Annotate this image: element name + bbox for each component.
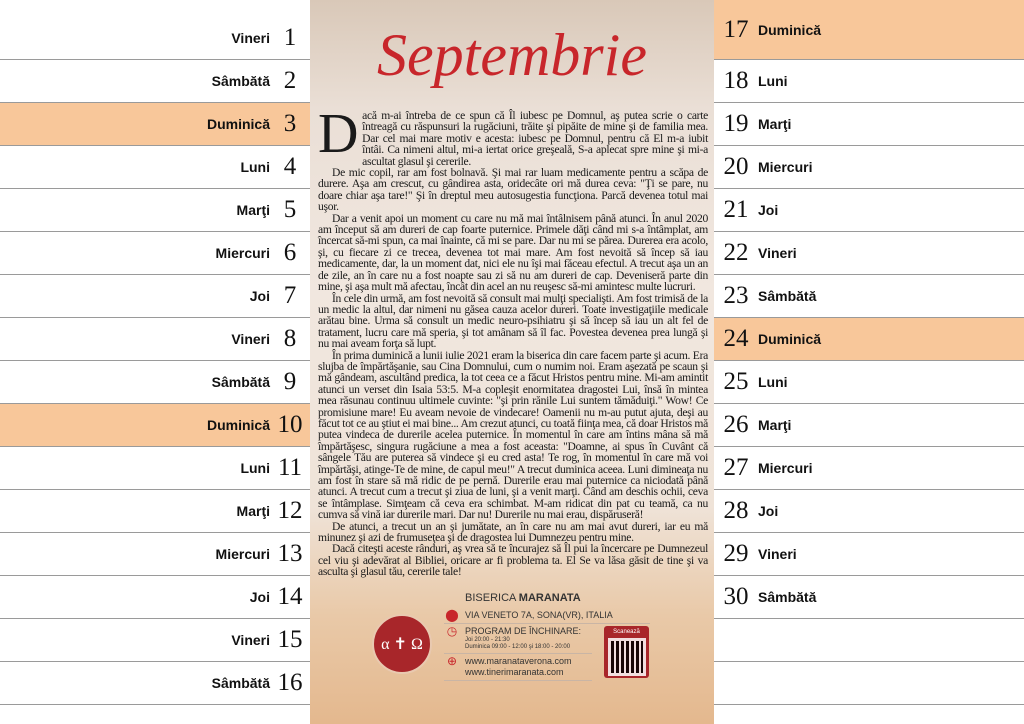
day-row	[0, 490, 310, 533]
day-name: Sâmbătă	[211, 675, 270, 691]
day-name: Miercuri	[215, 245, 270, 261]
day-number: 15	[277, 626, 303, 653]
day-name: Vineri	[231, 632, 270, 648]
day-number: 2	[283, 67, 297, 94]
day-number: 20	[723, 153, 749, 180]
day-number: 28	[723, 497, 749, 524]
day-number: 18	[723, 67, 749, 94]
day-row	[714, 189, 1024, 232]
day-number: 22	[723, 239, 749, 266]
website-link[interactable]: www.tinerimaranata.com	[465, 667, 564, 677]
day-name: Joi	[758, 503, 779, 519]
day-row	[714, 361, 1024, 404]
website-link[interactable]: www.maranataverona.com	[465, 656, 572, 666]
day-name: Miercuri	[758, 460, 813, 476]
day-row	[714, 533, 1024, 576]
day-row	[0, 103, 310, 146]
day-name: Marţi	[758, 116, 792, 132]
day-name: Miercuri	[215, 546, 270, 562]
day-name: Luni	[758, 73, 788, 89]
church-seal-logo: α ✝ Ω	[372, 614, 432, 674]
program-title: PROGRAM DE ÎNCHINARE:	[465, 626, 582, 636]
day-name: Joi	[758, 202, 779, 218]
day-name: Luni	[758, 374, 788, 390]
drop-cap: D	[318, 103, 359, 165]
left-day-column	[0, 0, 310, 724]
day-name: Vineri	[758, 245, 797, 261]
testimony-text: Dacă m-ai întreba de ce spun că Îl iubesc pe Domnul, aş putea scrie o carte întreagă cu răspunsuri la rugăciuni, trăite şi pipăite de mine şi de familia mea. Dar cel mai mare motiv e acesta: iubesc pe Domnul, pentru că El m-a iubit întâi. Ca nimeni altul, mi-a iertat orice greşeală, S-a aplecat spre mine şi mi-a ascultat glasul şi cererile. De mic copil, rar am fost bolnavă. Şi mai rar luam medicamente pentru a scăpa de durere. Aşa am crescut, cu gândirea asta, oridecâte ori mă durea ceva: "Ţi se pare, nu doare chiar aşa tare!" Şi în dreptul meu autosugestia funcţiona. Parcă devenea totul mai uşor. Dar a venit apoi un moment cu care nu mă mai întâlnisem până atunci. În anul 2020 am început să am dureri de cap foarte puternice. Primele dăţi când mi s-a întâmplat, am încercat să-mi spun, ca mai înainte, că mi se pare. Dar nu mi se părea. Durerea era acolo, şi, cu fiecare zi ce trecea, devenea tot mai mare. Am fost nevoită să încep să iau medicamente, dar, la un moment dat, nici ele nu îşi mai făceau efectul. A trecut aşa un an de zile, an în care nu a fost noapte sau zi să nu am dureri de cap. Deveniseră parte din mine, şi aşa mult mă afectau, încât din acel an nu reuşesc să-mi amintesc multe lucruri. În cele din urmă, am fost nevoită să consult mai mulţi specialişti. Am fost trimisă de la un medic la altul, dar nimeni nu găsea cauza acelor dureri. Toate investigaţiile medicale arătau bine. Urma să consult un medic neuro-psihiatru şi să încep să iau un alt fel de tratament, lucru care mă speria, şi tot amânam să îl fac. Povestea devenea prea lungă şi nu mai aveam forţa să lupt. În prima duminică a lunii iulie 2021 eram la biserica din care facem parte şi acum. Era slujba de împărtăşanie, sau Cina Domnului, cum o numim noi. Eram aşezată pe scaun şi mă gândeam, ascultând predica, la tot ceea ce a făcut Hristos pentru mine. Mi-am amintit atunci un verset din Isaia 53:5. M-a copleşit enormitatea dragostei Lui, însă în mintea mea răsunau continuu ultimele cuvinte: "şi prin rănile Lui suntem tămăduiţi." Wow! Ce promisiune mare! Eu aveam nevoie de vindecare! Oamenii nu m-au putut ajuta, deşi au făcut tot ce au ştiut ei mai bine... Am crezut atunci, cu toată fiinţa mea, că doar Hristos mă putea vindeca de durerile acelea puternice. În momentul în care am întins mâna să mă împărtăşesc, singura rugăciune a mea a fost aceasta: "Doamne, ai spus în Cuvânt că sângele Tău are puterea să vindece şi eu cred asta! Te rog, în momentul în care mă voi împărtăşi, atinge-Te de mine, de capul meu!" A trecut duminica aceea. Luni dimineaţa nu am fost în stare să mă ridic de pe pernă. Durerile erau mai puternice ca niciodată până atunci. A trecut cum a trecut şi ziua de luni, şi a venit marţi. Când am deschis ochii, ceva se întâmplase. Simţeam că ceva era schimbat. M-am ridicat din pat cu teamă, ca nu cumva să vină iar durerile mari. Dar nu! Durerile nu mai erau, dispăruseră! De atunci, a trecut un an şi jumătate, an în care nu am mai avut dureri, iar eu mă minunez şi azi de frumuseţea şi de dragostea lui Dumnezeu pentru mine. Dacă citeşti aceste rânduri, aş vrea să te încurajez să Îl pui la încercare pe Dumnezeul cel viu şi adevărat al Bibliei, oricare ar fi problema ta. El Se va lăsa găsit de tine şi va asculta şi glasul tău, cererile tale!	[318, 103, 708, 579]
paragraph: În prima duminică a lunii iulie 2021 eram la biserica din care facem parte şi acum. Era slujba de împărtăşanie, sau Cina Domnului, cum o numim noi. Eram aşezată pe scaun şi mă gândeam, ascultând predica, la tot ceea ce a făcut Hristos pentru mine. Mi-am amintit atunci un verset din Isaia 53:5. M-a copleşit enormitatea dragostei Lui, însă în mintea mea răsunau continuu ultimele cuvinte: "şi prin rănile Lui suntem tămăduiţi." Wow! Ce promisiune mare! Eu aveam nevoie de vindecare! Oamenii nu m-au putut ajuta, deşi au făcut tot ce au ştiut ei mai bine... Am crezut atunci, cu toată fiinţa mea, că doar Hristos mă putea vindeca de durerile acelea puternice. În momentul în care am întins mâna să mă împărtăşesc, singura rugăciune a mea a fost aceasta: "Doamne, ai spus în Cuvânt că sângele Tău are puterea să vindece şi eu cred asta! Te rog, în momentul în care mă voi împărtăşi, atinge-Te de mine, de capul meu!" A trecut duminica aceea. Luni dimineaţa nu am fost în stare să mă ridic de pe pernă. Durerile erau mai puternice ca niciodată până atunci. A trecut cum a trecut şi ziua de luni, şi a venit marţi. Când am deschis ochii, ceva se întâmplase. Simţeam că ceva era schimbat. M-am ridicat din pat cu teamă, ca nu cumva să vină iar durerile mari. Dar nu! Durerile nu mai erau, dispăruseră!	[318, 348, 708, 522]
day-number: 16	[277, 669, 303, 696]
day-number: 7	[283, 282, 297, 309]
church-name: BISERICA MARANATA	[465, 592, 581, 604]
day-number: 6	[283, 239, 297, 266]
paragraph: De mic copil, rar am fost bolnavă. Şi mai rar luam medicamente pentru a scăpa de durere. Aşa am crescut, cu gândirea asta, oridecâte ori mă durea ceva: "Ţi se pare, nu doare chiar aşa tare!" Şi în dreptul meu autosugestia funcţiona. Parcă devenea totul mai uşor.	[318, 166, 708, 214]
paragraph: De atunci, a trecut un an şi jumătate, an în care nu am mai avut dureri, iar eu mă minunez şi azi de frumuseţea şi de dragostea lui Dumnezeu pentru mine.	[318, 519, 708, 545]
day-row	[714, 60, 1024, 103]
day-number: 24	[723, 325, 749, 352]
day-name: Duminică	[206, 417, 270, 433]
day-row	[714, 447, 1024, 490]
paragraph: Dacă citeşti aceste rânduri, aş vrea să te încurajez să Îl pui la încercare pe Dumnezeul cel viu şi adevărat al Bibliei, oricare ar fi problema ta. El Se va lăsa găsit de tine şi va asculta şi glasul tău, cererile tale!	[318, 542, 708, 579]
day-name: Marţi	[236, 503, 270, 519]
qr-code[interactable]: Scanează	[604, 626, 649, 678]
day-number: 3	[283, 110, 297, 137]
day-row	[714, 146, 1024, 189]
paragraph: În cele din urmă, am fost nevoită să consult mai mulţi specialişti. Am fost trimisă de la un medic la altul, dar nimeni nu găsea cauza acelor dureri. Toate investigaţiile medicale arătau bine. Urma să consult un medic neuro-psihiatru şi să încep să iau un alt fel de tratament, lucru care mă speria, şi tot amânam să îl fac. Povestea devenea prea lungă şi nu mai aveam forţa să lupt.	[318, 291, 708, 351]
day-name: Vineri	[758, 546, 797, 562]
day-number: 1	[283, 24, 297, 51]
day-number: 13	[277, 540, 303, 567]
day-name: Sâmbătă	[211, 374, 270, 390]
day-number: 23	[723, 282, 749, 309]
day-number: 8	[283, 325, 297, 352]
address: VIA VENETO 7A, SONA(VR), ITALIA	[465, 610, 613, 620]
day-name: Sâmbătă	[211, 73, 270, 89]
day-row	[0, 533, 310, 576]
day-row	[714, 576, 1024, 619]
day-name: Vineri	[231, 30, 270, 46]
day-row	[0, 146, 310, 189]
day-name: Marţi	[236, 202, 270, 218]
day-name: Marţi	[758, 417, 792, 433]
empty-row	[714, 662, 1024, 705]
day-row	[0, 60, 310, 103]
day-row	[0, 619, 310, 662]
day-number: 17	[723, 15, 749, 43]
day-number: 29	[723, 540, 749, 567]
day-row	[714, 103, 1024, 146]
day-number: 9	[283, 368, 297, 395]
day-number: 10	[277, 411, 303, 438]
story-panel	[310, 0, 714, 724]
day-number: 5	[283, 196, 297, 223]
church-footer: α ✝ Ω BISERICA MARANATA ⬤ VIA VENETO 7A, SONA(VR), ITALIA ◷ PROGRAM DE ÎNCHINARE: Joi 20:00 - 21:30 Duminica 09:00 - 12:00 şi 18:00 - 20:00 ⊕ www.maranataverona.com www.tinerimaranata.com Scanează	[372, 592, 652, 682]
day-row	[714, 490, 1024, 533]
month-title: Septembrie	[377, 22, 647, 88]
day-row	[0, 232, 310, 275]
day-name: Duminică	[758, 21, 822, 38]
empty-row	[714, 619, 1024, 662]
day-number: 26	[723, 411, 749, 438]
right-day-column	[714, 0, 1024, 724]
day-row	[714, 318, 1024, 361]
day-name: Sâmbătă	[758, 288, 817, 304]
day-name: Duminică	[758, 331, 822, 347]
qr-pattern	[608, 638, 646, 676]
day-row	[714, 0, 1024, 60]
day-name: Joi	[249, 589, 270, 605]
day-name: Joi	[249, 288, 270, 304]
day-row	[714, 275, 1024, 318]
day-number: 30	[723, 583, 749, 610]
day-number: 21	[723, 196, 749, 223]
day-row	[0, 17, 310, 60]
day-number: 27	[723, 454, 749, 481]
day-number: 11	[277, 454, 303, 481]
day-number: 4	[283, 153, 297, 180]
day-number: 14	[277, 583, 303, 610]
location-pin-icon: ⬤	[445, 608, 459, 622]
day-name: Vineri	[231, 331, 270, 347]
day-number: 12	[277, 497, 303, 524]
day-name: Luni	[240, 460, 270, 476]
day-row	[714, 404, 1024, 447]
day-name: Sâmbătă	[758, 589, 817, 605]
day-number: 19	[723, 110, 749, 137]
clock-icon: ◷	[446, 624, 458, 638]
globe-icon: ⊕	[446, 654, 458, 668]
day-row	[0, 447, 310, 490]
day-name: Duminică	[206, 116, 270, 132]
day-name: Miercuri	[758, 159, 813, 175]
day-row	[0, 576, 310, 619]
day-row	[0, 662, 310, 705]
day-row	[714, 232, 1024, 275]
paragraph: Dar a venit apoi un moment cu care nu mă mai întâlnisem până atunci. În anul 2020 am început să am dureri de cap foarte puternice. Primele dăţi când mi s-a întâmplat, am încercat să-mi spun, ca mai înainte, că mi se pare. Dar nu mi se părea. Durerea era acolo, şi, cu fiecare zi ce trecea, devenea tot mai mare. Am fost nevoită să încep să iau medicamente, dar, la un moment dat, nici ele nu îşi mai făceau efectul. A trecut aşa un an de zile, an în care nu a fost noapte sau zi să nu am dureri de cap. Deveniseră parte din mine, şi aşa mult mă afectau, încât din acel an nu reuşesc să-mi amintesc multe lucruri.	[318, 211, 708, 294]
day-row	[0, 318, 310, 361]
day-row	[0, 404, 310, 447]
day-row	[0, 275, 310, 318]
day-name: Luni	[240, 159, 270, 175]
day-row	[0, 189, 310, 232]
day-number: 25	[723, 368, 749, 395]
day-row	[0, 361, 310, 404]
